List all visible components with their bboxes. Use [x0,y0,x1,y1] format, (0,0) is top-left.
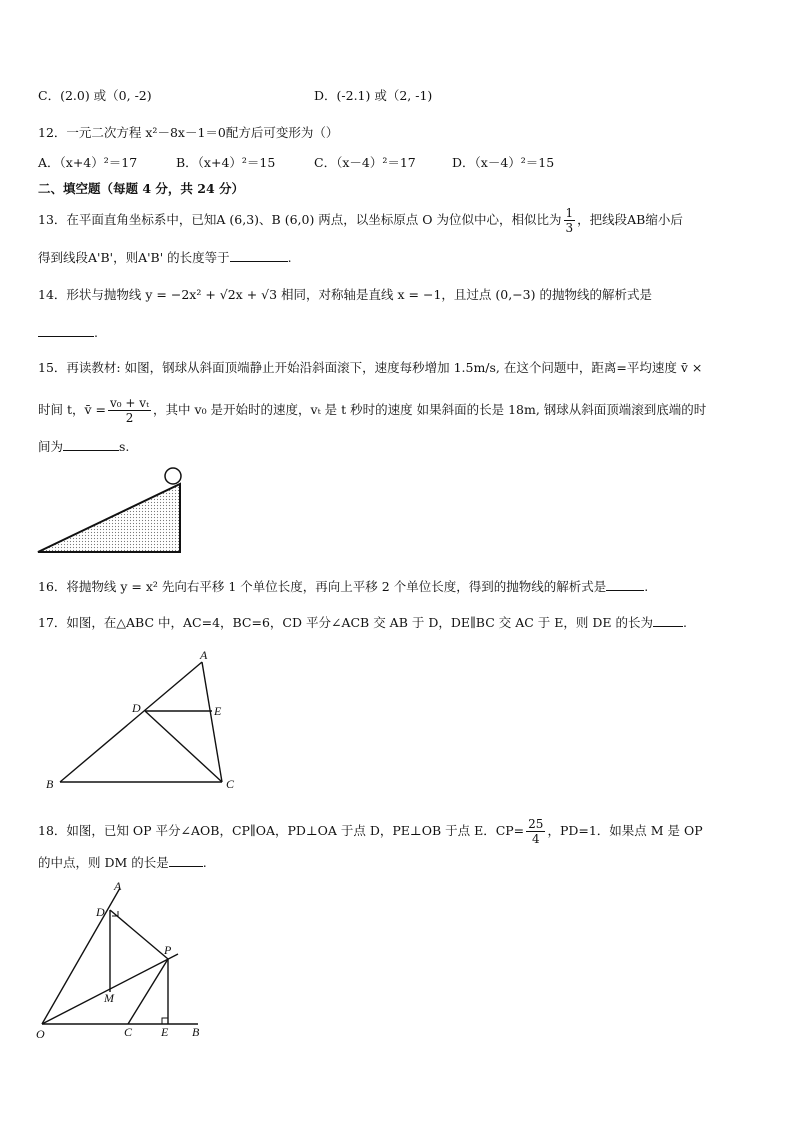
q14-line1: 14．形状与抛物线 y = −2x² + √2x + √3 相同，对称轴是直线 x = −1，且过点 (0,−3) 的抛物线的解析式是 [38,287,652,302]
label-d: D [132,701,141,715]
q14-answer-blank[interactable] [38,324,94,337]
q16-line [38,578,648,595]
label-p: P [164,943,172,957]
q18-cp-den: 4 [531,832,540,846]
q15-line3-b: s. [119,439,130,454]
segment-ba [60,662,202,782]
q13-text-b: ，把线段AB缩小后 [577,212,683,227]
label-a: A [114,879,122,893]
q14-line2 [38,324,98,341]
label-m: M [104,991,114,1005]
label-b: B [192,1025,200,1039]
q12-option-a: A．（x+4）²＝17 [38,155,138,170]
q16-end: . [644,579,649,594]
q17-text: 17．如图，在△ABC 中，AC=4，BC=6，CD 平分∠ACB 交 AB 于 D，DE∥BC 交 AC 于 E，则 DE 的长为 [38,615,653,630]
q18-text-b: ，PD=1．如果点 M 是 OP [547,823,703,838]
label-e: E [161,1025,169,1039]
q17-answer-blank[interactable] [653,614,683,627]
q18-angle-figure [30,876,220,1042]
q18-line2-text: 的中点，则 DM 的长是 [38,855,169,870]
q13-text-a: 13．在平面直角坐标系中，已知A (6,3)、B (6,0) 两点，以坐标原点 O 为位似中心，相似比为 [38,212,562,227]
q13-line2 [38,249,292,266]
q12-option-d: D．（x－4）²＝15 [452,155,555,170]
q17-line [38,614,687,631]
label-o: O [36,1027,45,1041]
q15-line2 [38,396,706,425]
segment-dc [145,711,222,782]
q15-frac-den: 2 [125,411,134,425]
q11-option-c: C．(2.0) 或（0, -2) [38,88,152,103]
segment-ac [202,662,222,782]
q13-line1 [38,206,683,235]
q13-ratio [564,206,576,235]
q13-answer-blank[interactable] [230,249,288,262]
q11-option-d: D．(-2.1) 或（2, -1) [314,88,433,103]
q15-line2-b: ，其中 v₀ 是开始时的速度，vₜ 是 t 秒时的速度 如果斜面的长是 18m, 钢球从斜面顶端滚到底端的时 [153,402,707,417]
q18-cp-num: 25 [528,817,544,831]
label-d: D [96,905,105,919]
q12-option-c: C．（x－4）²＝17 [314,155,416,170]
q18-line2-end: . [202,855,207,870]
q14-line2-end: . [94,325,98,340]
q18-answer-blank[interactable] [169,854,203,867]
q18-cp-fraction [526,817,545,846]
q12-option-b: B．（x+4）²＝15 [176,155,276,170]
q15-line3-a: 间为 [38,439,64,454]
q13-ratio-num: 1 [565,206,574,220]
q18-line1 [38,817,703,846]
q12-stem: 12．一元二次方程 x²－8x－1＝0配方后可变形为（） [38,125,339,140]
q15-answer-blank[interactable] [63,438,119,451]
q15-line3 [38,438,129,455]
q15-incline-figure [30,462,190,558]
section-heading: 二、填空题（每题 4 分，共 24 分） [38,181,245,196]
q15-line1: 15．再读教材: 如图，钢球从斜面顶端静止开始沿斜面滚下，速度每秒增加 1.5m/s, 在这个问题中，距离=平均速度 v̄ × [38,360,703,375]
right-angle-e [162,1018,168,1024]
q18-text-a: 18．如图，已知 OP 平分∠AOB，CP∥OA，PD⊥OA 于点 D，PE⊥OB 于点 E．CP= [38,823,525,838]
q16-text: 16．将抛物线 y = x² 先向右平移 1 个单位长度，再向上平移 2 个单位长度，得到的抛物线的解析式是 [38,579,607,594]
q17-end: . [682,615,687,630]
q13-ratio-den: 3 [565,221,574,235]
q13-line2-end: . [287,250,292,265]
q16-answer-blank[interactable] [606,578,644,591]
label-e: E [214,704,222,718]
label-b: B [46,777,54,791]
segment-dp [110,910,168,959]
label-c: C [124,1025,133,1039]
steel-ball [165,468,181,484]
q13-line2-text: 得到线段A'B'，则A'B' 的长度等于 [38,250,230,265]
q15-average-fraction [108,396,151,425]
q17-triangle-figure [40,644,250,796]
label-c: C [226,777,235,791]
q18-line2 [38,854,207,871]
q15-frac-num: v₀ + vₜ [110,396,150,410]
q15-line2-a: 时间 t，v̄ = [38,402,107,417]
label-a: A [200,648,208,662]
incline-plane [38,484,180,552]
